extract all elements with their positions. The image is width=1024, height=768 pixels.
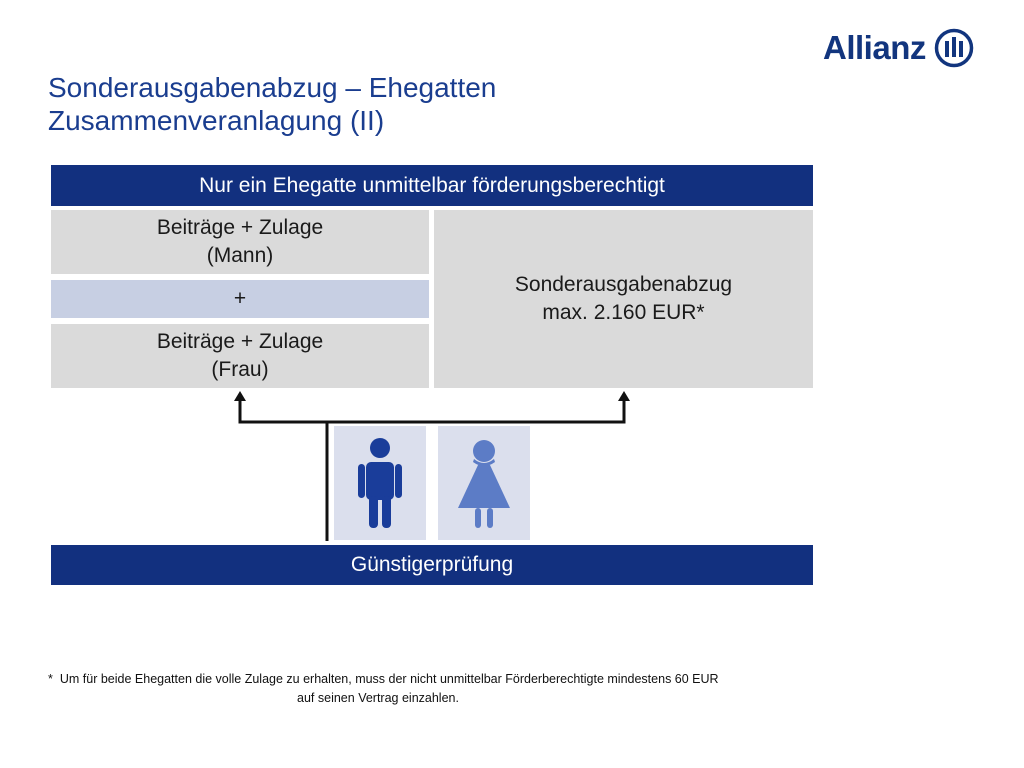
female-person-tile [438, 426, 530, 540]
bracket-connector [240, 399, 624, 422]
logo-wordmark: Allianz [823, 29, 926, 66]
title-line-2: Zusammenveranlagung (II) [48, 105, 385, 136]
contribution-wife-label: Beiträge + Zulage (Frau) [156, 330, 324, 381]
male-person-icon [334, 426, 426, 540]
plus-label: + [233, 287, 247, 310]
header-label: Nur ein Ehegatte unmittelbar förderungsberechtigt [199, 173, 665, 197]
footnote-asterisk: * [48, 672, 53, 686]
arrow-head-right [618, 391, 630, 401]
comparison-check-label: Günstigerprüfung [350, 553, 514, 576]
title-line-1: Sonderausgabenabzug – Ehegatten [48, 72, 497, 103]
comparison-check-box [51, 545, 813, 585]
female-person-icon [438, 426, 530, 540]
footnote-line-2: auf seinen Vertrag einzahlen. [297, 691, 459, 705]
footnote-text-1: Um für beide Ehegatten die volle Zulage zu erhalten, muss der nicht unmittelbar Förderberechtigte mindestens 60 EUR [59, 672, 719, 686]
male-person-tile [334, 426, 426, 540]
arrow-head-left [234, 391, 246, 401]
footnote-line-1 [48, 670, 818, 689]
footnote [48, 670, 818, 708]
special-deduction-label: Sonderausgabenabzug max. 2.160 EUR* [514, 273, 733, 324]
contribution-husband-label: Beiträge + Zulage (Mann) [156, 216, 324, 267]
